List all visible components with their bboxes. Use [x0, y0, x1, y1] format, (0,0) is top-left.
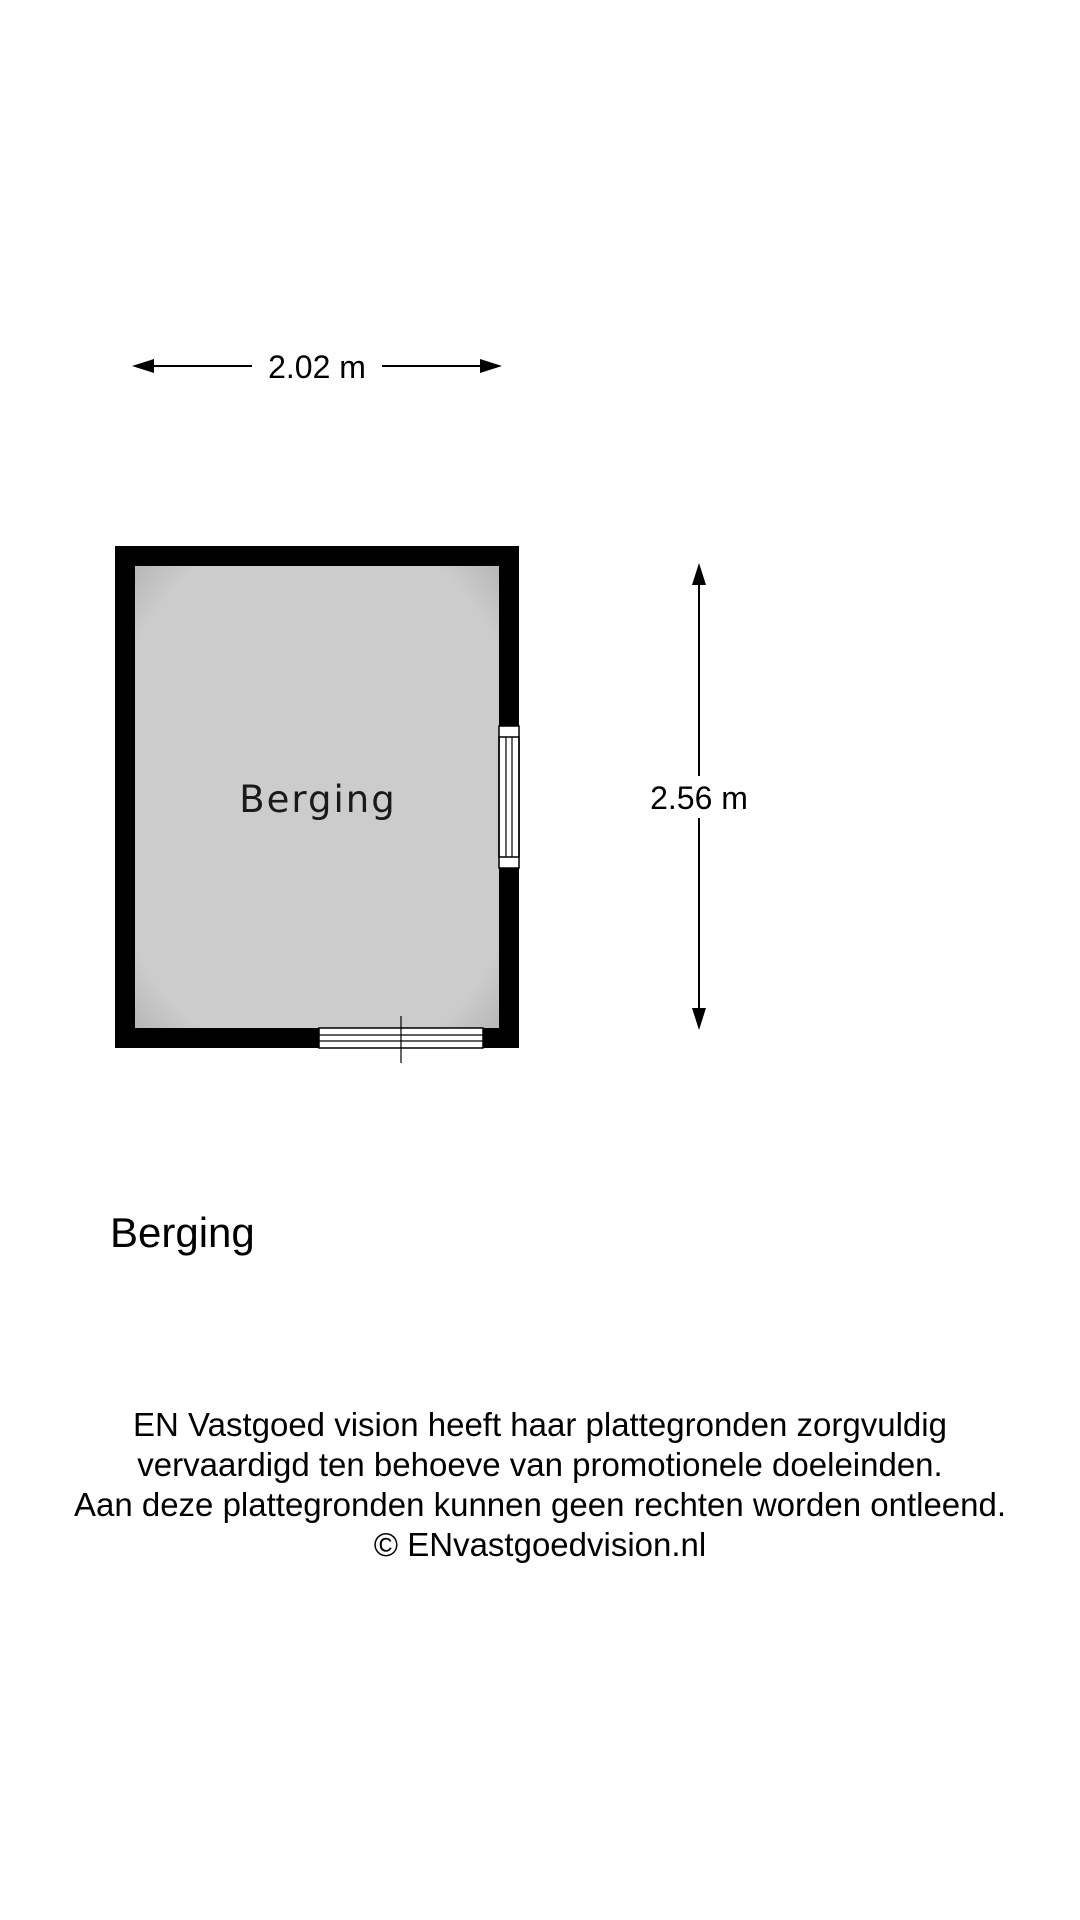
- height-arrow-top: [692, 563, 706, 585]
- height-dimension-label: 2.56 m: [650, 780, 748, 816]
- disclaimer-line: Aan deze plattegronden kunnen geen rechten worden ontleend.: [73, 1486, 1007, 1523]
- plan-title: Berging: [110, 1209, 255, 1256]
- room-berging: [115, 546, 519, 1063]
- disclaimer-line: vervaardigd ten behoeve van promotionele doeleinden.: [137, 1446, 943, 1483]
- width-arrow-left: [132, 359, 154, 373]
- height-dimension: [650, 563, 748, 1030]
- height-arrow-bottom: [692, 1008, 706, 1030]
- room-label: Berging: [239, 778, 397, 821]
- disclaimer-line: EN Vastgoed vision heeft haar plattegronden zorgvuldig: [133, 1406, 947, 1443]
- width-dimension: [132, 349, 502, 385]
- copyright-line: © ENvastgoedvision.nl: [373, 1526, 707, 1563]
- width-dimension-label: 2.02 m: [268, 349, 366, 385]
- width-arrow-right: [480, 359, 502, 373]
- disclaimer: [0, 1405, 1080, 1565]
- window-right: [499, 726, 519, 868]
